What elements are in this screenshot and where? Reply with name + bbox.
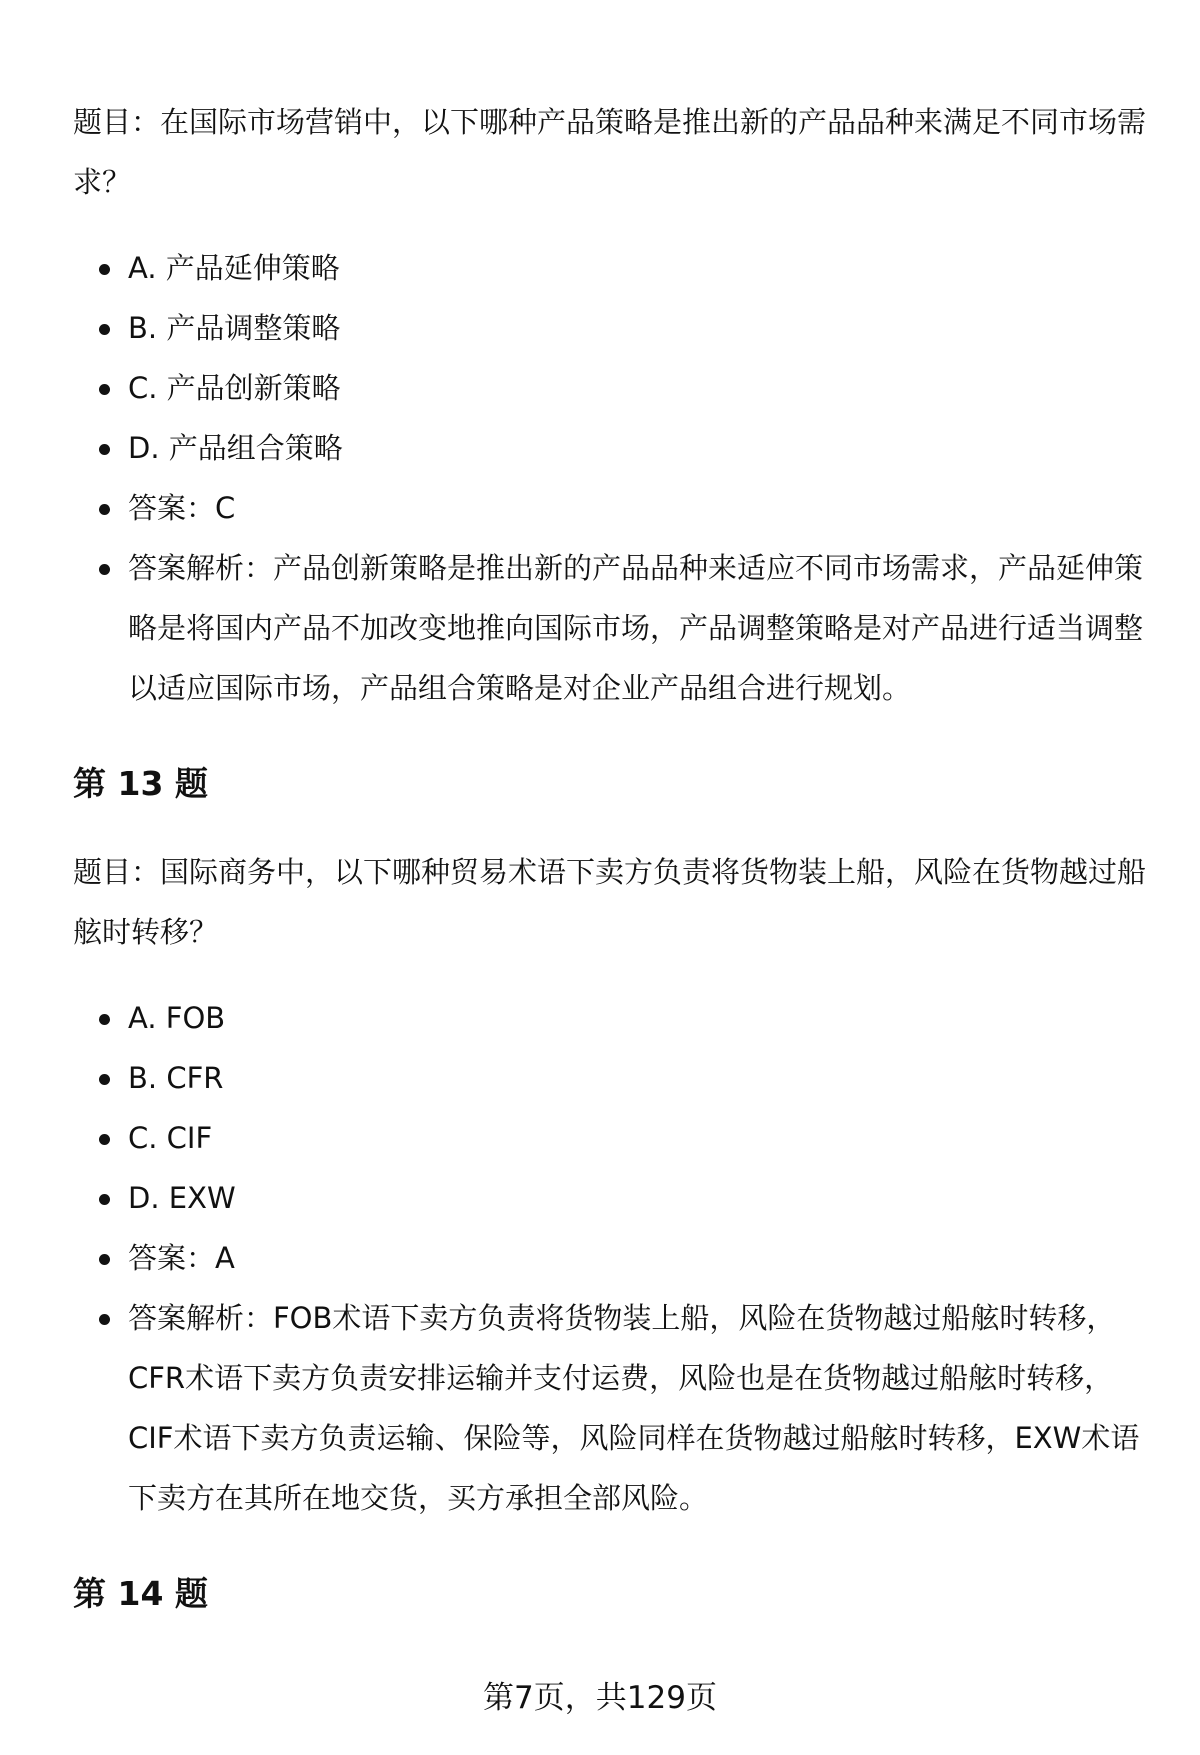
option-item bbox=[73, 298, 1153, 358]
page-content bbox=[73, 92, 1153, 1652]
option-a-text: A. FOB bbox=[128, 1001, 226, 1035]
option-b-text: B. 产品调整策略 bbox=[128, 311, 341, 345]
answer-text: 答案：C bbox=[128, 491, 236, 525]
option-item bbox=[73, 358, 1153, 418]
question-12-text: 题目：在国际市场营销中，以下哪种产品策略是推出新的产品品种来满足不同市场需求？ bbox=[73, 105, 1147, 199]
question-14-heading: 第 14 题 bbox=[73, 1574, 208, 1613]
option-c-text: C. 产品创新策略 bbox=[128, 371, 341, 405]
option-item bbox=[73, 418, 1153, 478]
answer-explanation-text: 答案解析：FOB术语下卖方负责将货物装上船，风险在货物越过船舷时转移，CFR术语下卖方负责安排运输并支付运费，风险也是在货物越过船舷时转移，CIF术语下卖方负责运输、保险等，风险同样在货物越过船舷时转移，EXW术语下卖方在其所在地交货，买方承担全部风险。 bbox=[128, 1301, 1140, 1515]
option-item bbox=[73, 478, 1153, 538]
option-item bbox=[73, 1228, 1153, 1288]
option-item bbox=[73, 238, 1153, 298]
option-c-text: C. CIF bbox=[128, 1121, 213, 1155]
page-footer bbox=[0, 1673, 1200, 1723]
answer-explanation-text: 答案解析：产品创新策略是推出新的产品品种来适应不同市场需求，产品延伸策略是将国内产品不加改变地推向国际市场，产品调整策略是对产品进行适当调整以适应国际市场，产品组合策略是对企业产品组合进行规划。 bbox=[128, 551, 1144, 705]
question-12-options bbox=[73, 238, 1153, 718]
option-item bbox=[73, 1048, 1153, 1108]
option-a-text: A. 产品延伸策略 bbox=[128, 251, 340, 285]
question-13-text: 题目：国际商务中，以下哪种贸易术语下卖方负责将货物装上船，风险在货物越过船舷时转移？ bbox=[73, 855, 1147, 949]
option-item bbox=[73, 1108, 1153, 1168]
option-d-text: D. EXW bbox=[128, 1181, 236, 1215]
option-item bbox=[73, 988, 1153, 1048]
answer-text: 答案：A bbox=[128, 1241, 235, 1275]
question-13-heading: 第 13 题 bbox=[73, 764, 208, 803]
page-number-label: 第7页，共129页 bbox=[483, 1680, 717, 1716]
option-item bbox=[73, 538, 1153, 718]
question-13-options bbox=[73, 988, 1153, 1528]
option-b-text: B. CFR bbox=[128, 1061, 224, 1095]
option-item bbox=[73, 1288, 1153, 1528]
option-item bbox=[73, 1168, 1153, 1228]
option-d-text: D. 产品组合策略 bbox=[128, 431, 343, 465]
